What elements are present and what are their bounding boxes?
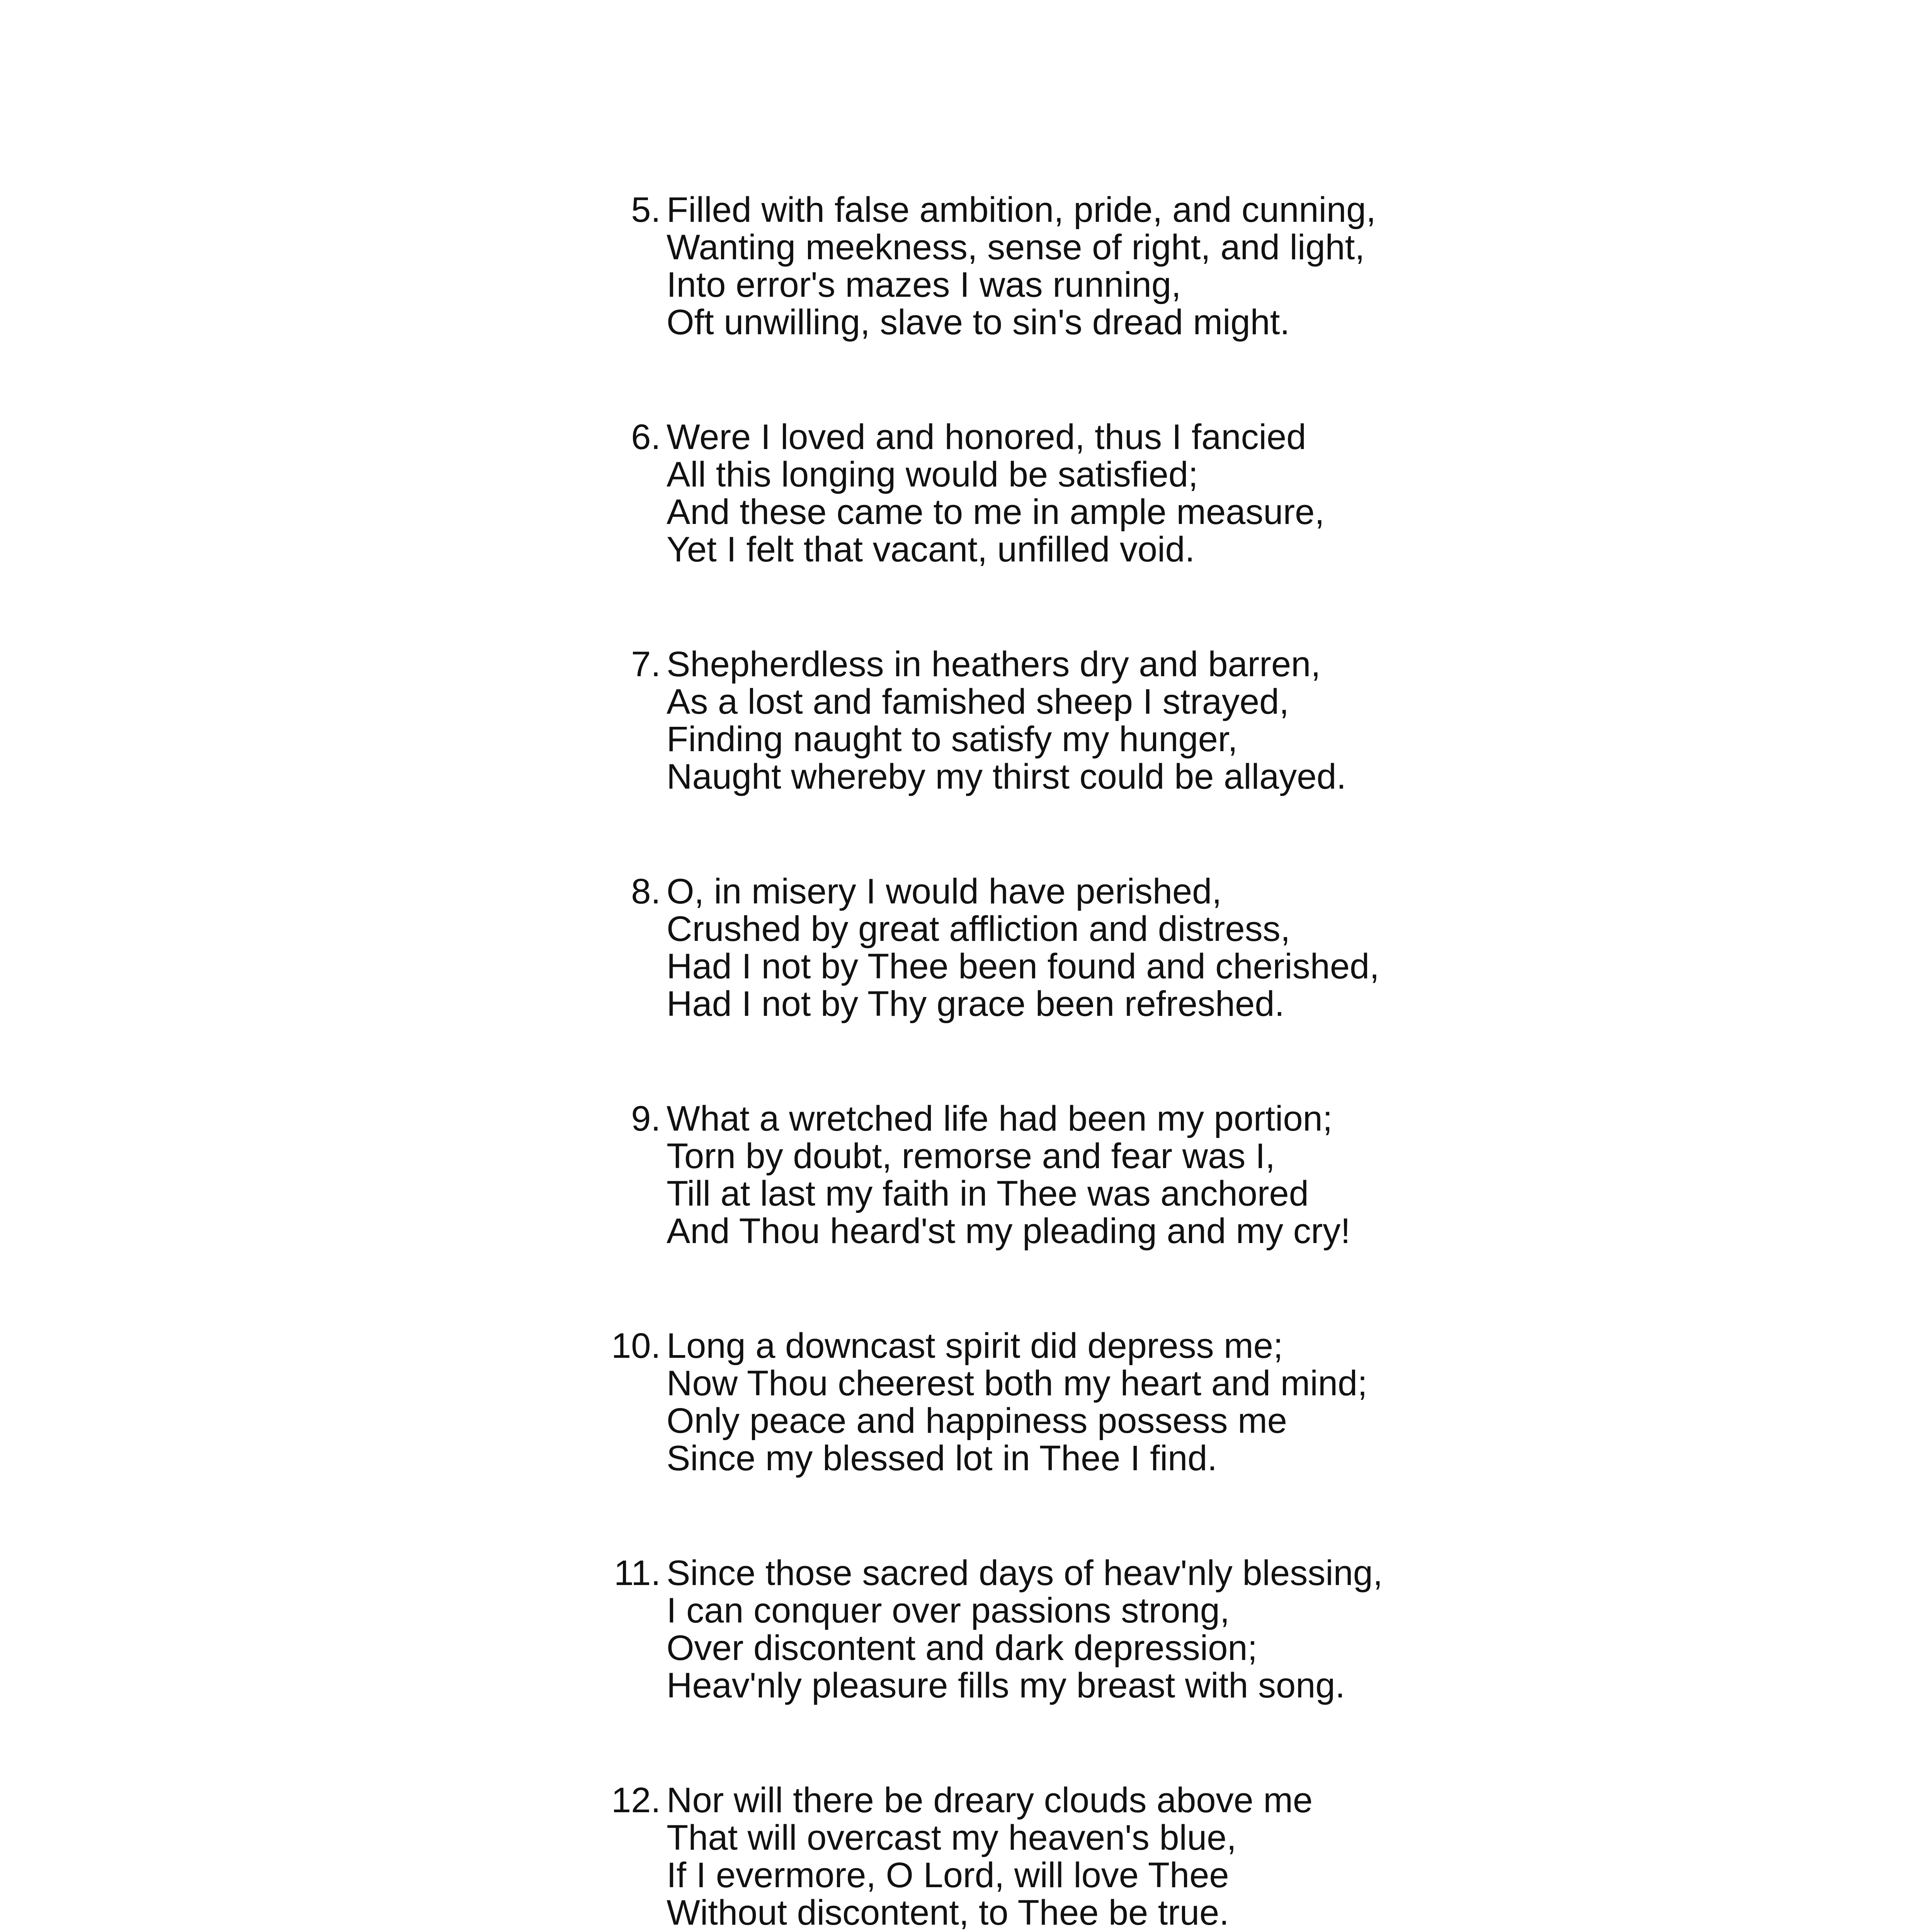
verse-line: And Thou heard'st my pleading and my cry!	[667, 1211, 1350, 1251]
verse-line: Till at last my faith in Thee was anchored	[667, 1174, 1309, 1213]
verse-list	[599, 191, 1681, 1932]
verse-line: Naught whereby my thirst could be allayed.	[667, 757, 1347, 796]
verse-line: Yet I felt that vacant, unfilled void.	[667, 530, 1195, 569]
verse-line: Heav'nly pleasure fills my breast with song.	[667, 1666, 1345, 1705]
verse-lines	[667, 1100, 1681, 1250]
verse-line: All this longing would be satisfied;	[667, 455, 1198, 494]
verse-line: O, in misery I would have perished,	[667, 872, 1222, 911]
verse-lines	[667, 418, 1681, 568]
verse-line: Oft unwilling, slave to sin's dread might.	[667, 303, 1290, 342]
verse-lines	[667, 1327, 1681, 1477]
verse-12	[599, 1782, 1681, 1932]
verse-number: 8.	[631, 872, 661, 911]
verse-line: Without discontent, to Thee be true.	[667, 1893, 1229, 1932]
verse-line: As a lost and famished sheep I strayed,	[667, 682, 1289, 721]
verse-number: 12.	[611, 1781, 661, 1820]
verse-line: Torn by doubt, remorse and fear was I,	[667, 1136, 1276, 1176]
verse-lines	[667, 1782, 1681, 1932]
verse-line: Finding naught to satisfy my hunger,	[667, 719, 1238, 759]
verse-10	[599, 1327, 1681, 1477]
verse-number: 6.	[631, 417, 661, 457]
verse-line: Were I loved and honored, thus I fancied	[667, 417, 1306, 457]
verse-7	[599, 646, 1681, 796]
verse-line: That will overcast my heaven's blue,	[667, 1818, 1236, 1857]
verse-number: 7.	[631, 645, 661, 684]
verse-lines	[667, 646, 1681, 796]
verse-line: Shepherdless in heathers dry and barren,	[667, 645, 1321, 684]
verse-line: Long a downcast spirit did depress me;	[667, 1326, 1283, 1366]
verse-line: What a wretched life had been my portion;	[667, 1099, 1333, 1138]
verse-line: Filled with false ambition, pride, and cunning,	[667, 190, 1376, 230]
verse-line: Into error's mazes I was running,	[667, 265, 1181, 304]
verse-lines	[667, 1554, 1681, 1704]
verse-line: Crushed by great affliction and distress,	[667, 909, 1291, 949]
verse-11	[599, 1554, 1681, 1704]
verse-line: Over discontent and dark depression;	[667, 1628, 1258, 1668]
verse-lines	[667, 191, 1681, 341]
verse-line: Only peace and happiness possess me	[667, 1401, 1287, 1440]
verse-number: 11.	[614, 1553, 661, 1593]
verse-lines	[667, 873, 1681, 1023]
verse-number: 5.	[631, 190, 661, 230]
verse-line: If I evermore, O Lord, will love Thee	[667, 1855, 1229, 1895]
verse-line: And these came to me in ample measure,	[667, 492, 1325, 532]
verse-line: Had I not by Thee been found and cherished,	[667, 947, 1379, 986]
verse-line: I can conquer over passions strong,	[667, 1591, 1230, 1630]
verse-line: Since those sacred days of heav'nly blessing,	[667, 1553, 1383, 1593]
verse-number: 10.	[611, 1326, 661, 1366]
verse-line: Now Thou cheerest both my heart and mind;	[667, 1364, 1367, 1403]
verse-line: Since my blessed lot in Thee I find.	[667, 1439, 1218, 1478]
verse-line: Nor will there be dreary clouds above me	[667, 1781, 1313, 1820]
verse-5	[599, 191, 1681, 341]
verse-line: Had I not by Thy grace been refreshed.	[667, 984, 1285, 1024]
verse-9	[599, 1100, 1681, 1250]
verse-line: Wanting meekness, sense of right, and light,	[667, 228, 1365, 267]
verse-8	[599, 873, 1681, 1023]
verse-6	[599, 418, 1681, 568]
verse-number: 9.	[631, 1099, 661, 1138]
